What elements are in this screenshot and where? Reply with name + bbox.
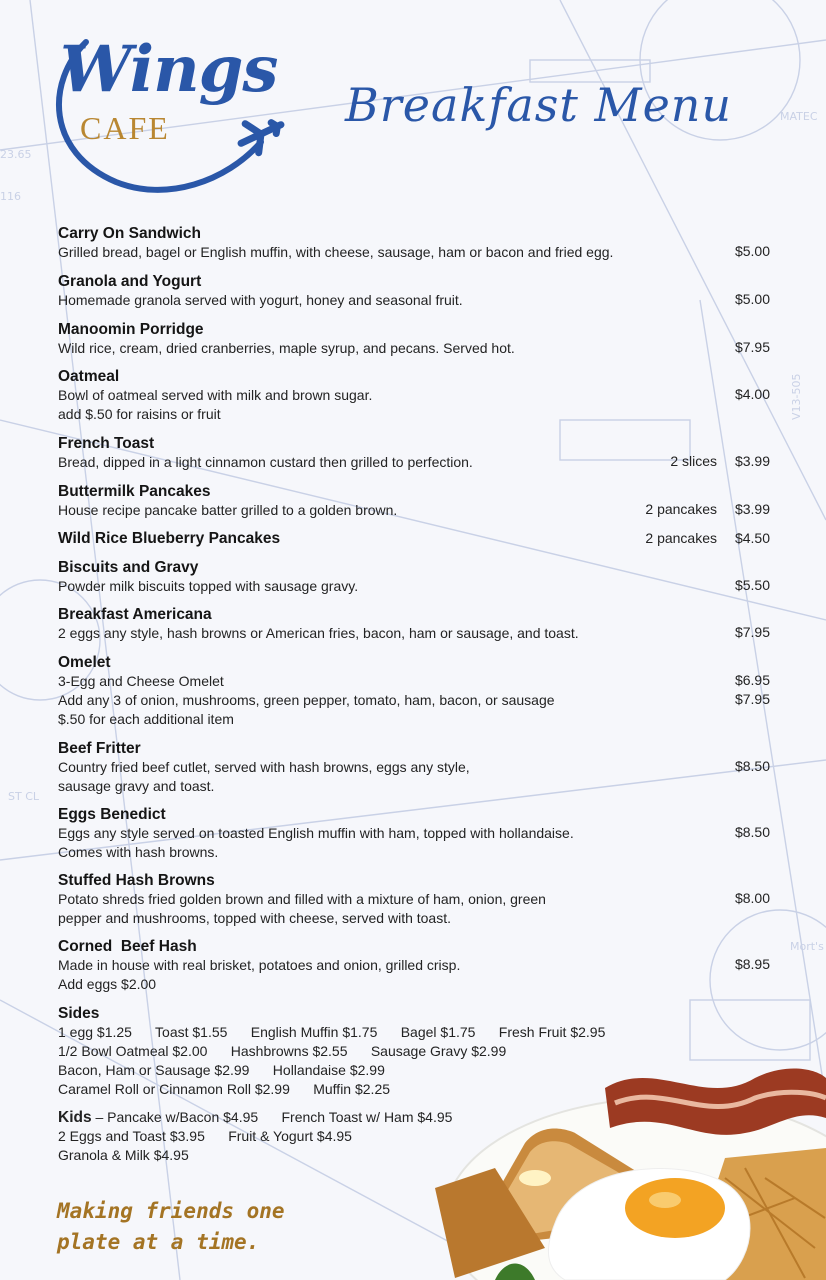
item-desc: sausage gravy and toast. bbox=[58, 778, 215, 794]
item-name: Biscuits and Gravy bbox=[58, 559, 199, 576]
kids-section bbox=[58, 1108, 478, 1165]
item-desc: Grilled bread, bagel or English muffin, with cheese, sausage, ham or bacon and fried egg. bbox=[58, 244, 614, 260]
item-price: $3.99 bbox=[734, 501, 770, 517]
item-name: Oatmeal bbox=[58, 368, 120, 385]
item-desc: Wild rice, cream, dried cranberries, maple syrup, and pecans. Served hot. bbox=[58, 340, 515, 356]
menu-item bbox=[58, 558, 770, 596]
svg-text:116: 116 bbox=[0, 190, 21, 203]
brand-name: Wings bbox=[60, 32, 278, 107]
item-quantity: 2 slices bbox=[670, 453, 717, 469]
item-name: French Toast bbox=[58, 435, 155, 452]
kids-title: Kids bbox=[58, 1109, 92, 1126]
svg-text:Mort's: Mort's bbox=[790, 940, 824, 953]
item-desc: Bread, dipped in a light cinnamon custard then grilled to perfection. bbox=[58, 454, 473, 470]
item-desc: House recipe pancake batter grilled to a golden brown. bbox=[58, 502, 398, 518]
item-quantity: 2 pancakes bbox=[645, 501, 717, 517]
menu-item bbox=[58, 320, 770, 358]
kids-line: Granola & Milk $4.95 bbox=[58, 1147, 189, 1163]
item-price: $7.95 bbox=[734, 624, 770, 640]
svg-text:23.65: 23.65 bbox=[0, 148, 32, 161]
item-name: Breakfast Americana bbox=[58, 606, 212, 623]
item-desc: 3-Egg and Cheese Omelet bbox=[58, 673, 224, 689]
item-desc: Eggs any style served on toasted English muffin with ham, topped with hollandaise. bbox=[58, 825, 574, 841]
item-desc: 2 eggs any style, hash browns or American fries, bacon, ham or sausage, and toast. bbox=[58, 625, 579, 641]
item-desc: Comes with hash browns. bbox=[58, 844, 219, 860]
sides-title: Sides bbox=[58, 1005, 100, 1022]
item-price-secondary: $7.95 bbox=[734, 691, 770, 707]
sides-line: 1 egg $1.25 Toast $1.55 English Muffin $1.75 Bagel $1.75 Fresh Fruit $2.95 bbox=[58, 1024, 606, 1040]
item-desc: Add any 3 of onion, mushrooms, green pepper, tomato, ham, bacon, or sausage bbox=[58, 692, 555, 708]
sides-line: 1/2 Bowl Oatmeal $2.00 Hashbrowns $2.55 Sausage Gravy $2.99 bbox=[58, 1043, 507, 1059]
item-desc: Potato shreds fried golden brown and filled with a mixture of ham, onion, green bbox=[58, 891, 546, 907]
kids-first-line bbox=[58, 1108, 478, 1127]
menu-item bbox=[58, 937, 770, 994]
item-quantity: 2 pancakes bbox=[645, 530, 717, 546]
wings-cafe-logo bbox=[46, 22, 296, 197]
menu-item bbox=[58, 871, 770, 928]
item-desc: Country fried beef cutlet, served with hash browns, eggs any style, bbox=[58, 759, 470, 775]
item-price: $5.50 bbox=[734, 577, 770, 593]
item-name: Corned Beef Hash bbox=[58, 938, 197, 955]
breakfast-plate-photo bbox=[425, 1048, 826, 1280]
item-name: Granola and Yogurt bbox=[58, 273, 202, 290]
airplane-icon bbox=[234, 110, 287, 158]
tagline-line: plate at a time. bbox=[57, 1230, 260, 1254]
item-desc: pepper and mushrooms, topped with cheese, served with toast. bbox=[58, 910, 451, 926]
brand-subname: CAFE bbox=[80, 110, 170, 146]
item-price: $3.99 bbox=[734, 453, 770, 469]
item-price: $4.00 bbox=[734, 386, 770, 402]
menu-item bbox=[58, 482, 770, 520]
item-name: Buttermilk Pancakes bbox=[58, 483, 211, 500]
item-name: Omelet bbox=[58, 654, 111, 671]
tagline-line: Making friends one bbox=[57, 1199, 285, 1223]
item-price: $4.50 bbox=[734, 530, 770, 546]
menu-item bbox=[58, 272, 770, 310]
item-name: Eggs Benedict bbox=[58, 806, 166, 823]
item-price: $8.50 bbox=[734, 758, 770, 774]
menu-item bbox=[58, 224, 770, 262]
item-name: Carry On Sandwich bbox=[58, 225, 201, 242]
item-price: $6.95 bbox=[734, 672, 770, 688]
item-name: Wild Rice Blueberry Pancakes bbox=[58, 530, 281, 547]
item-desc: Powder milk biscuits topped with sausage gravy. bbox=[58, 578, 359, 594]
tagline bbox=[57, 1196, 285, 1258]
svg-text:V13-505: V13-505 bbox=[790, 373, 803, 420]
item-price: $5.00 bbox=[734, 243, 770, 259]
item-name: Beef Fritter bbox=[58, 740, 141, 757]
sides-line: Caramel Roll or Cinnamon Roll $2.99 Muffin $2.25 bbox=[58, 1081, 391, 1097]
menu-item bbox=[58, 739, 770, 796]
item-desc: $.50 for each additional item bbox=[58, 711, 234, 727]
item-price: $5.00 bbox=[734, 291, 770, 307]
menu-item bbox=[58, 529, 770, 548]
menu-item bbox=[58, 605, 770, 643]
item-price: $8.95 bbox=[734, 956, 770, 972]
svg-text:ST CL: ST CL bbox=[8, 790, 40, 803]
item-price: $8.50 bbox=[734, 824, 770, 840]
page-title: Breakfast Menu bbox=[345, 78, 733, 132]
item-price: $8.00 bbox=[734, 890, 770, 906]
item-desc: Homemade granola served with yogurt, honey and seasonal fruit. bbox=[58, 292, 463, 308]
menu-item bbox=[58, 367, 770, 424]
sides-line: Bacon, Ham or Sausage $2.99 Hollandaise $2.99 bbox=[58, 1062, 385, 1078]
item-name: Manoomin Porridge bbox=[58, 321, 204, 338]
menu-item bbox=[58, 434, 770, 472]
svg-text:MATEC: MATEC bbox=[780, 110, 818, 123]
item-desc: Add eggs $2.00 bbox=[58, 976, 157, 992]
item-name: Stuffed Hash Browns bbox=[58, 872, 215, 889]
item-price: $7.95 bbox=[734, 339, 770, 355]
item-desc: Bowl of oatmeal served with milk and brown sugar. bbox=[58, 387, 373, 403]
menu-item bbox=[58, 805, 770, 862]
menu-item bbox=[58, 653, 770, 729]
item-desc: add $.50 for raisins or fruit bbox=[58, 406, 221, 422]
kids-items: – Pancake w/Bacon $4.95 French Toast w/ Ham $4.95 bbox=[91, 1109, 453, 1125]
item-desc: Made in house with real brisket, potatoes and onion, grilled crisp. bbox=[58, 957, 461, 973]
kids-line: 2 Eggs and Toast $3.95 Fruit & Yogurt $4.95 bbox=[58, 1128, 352, 1144]
